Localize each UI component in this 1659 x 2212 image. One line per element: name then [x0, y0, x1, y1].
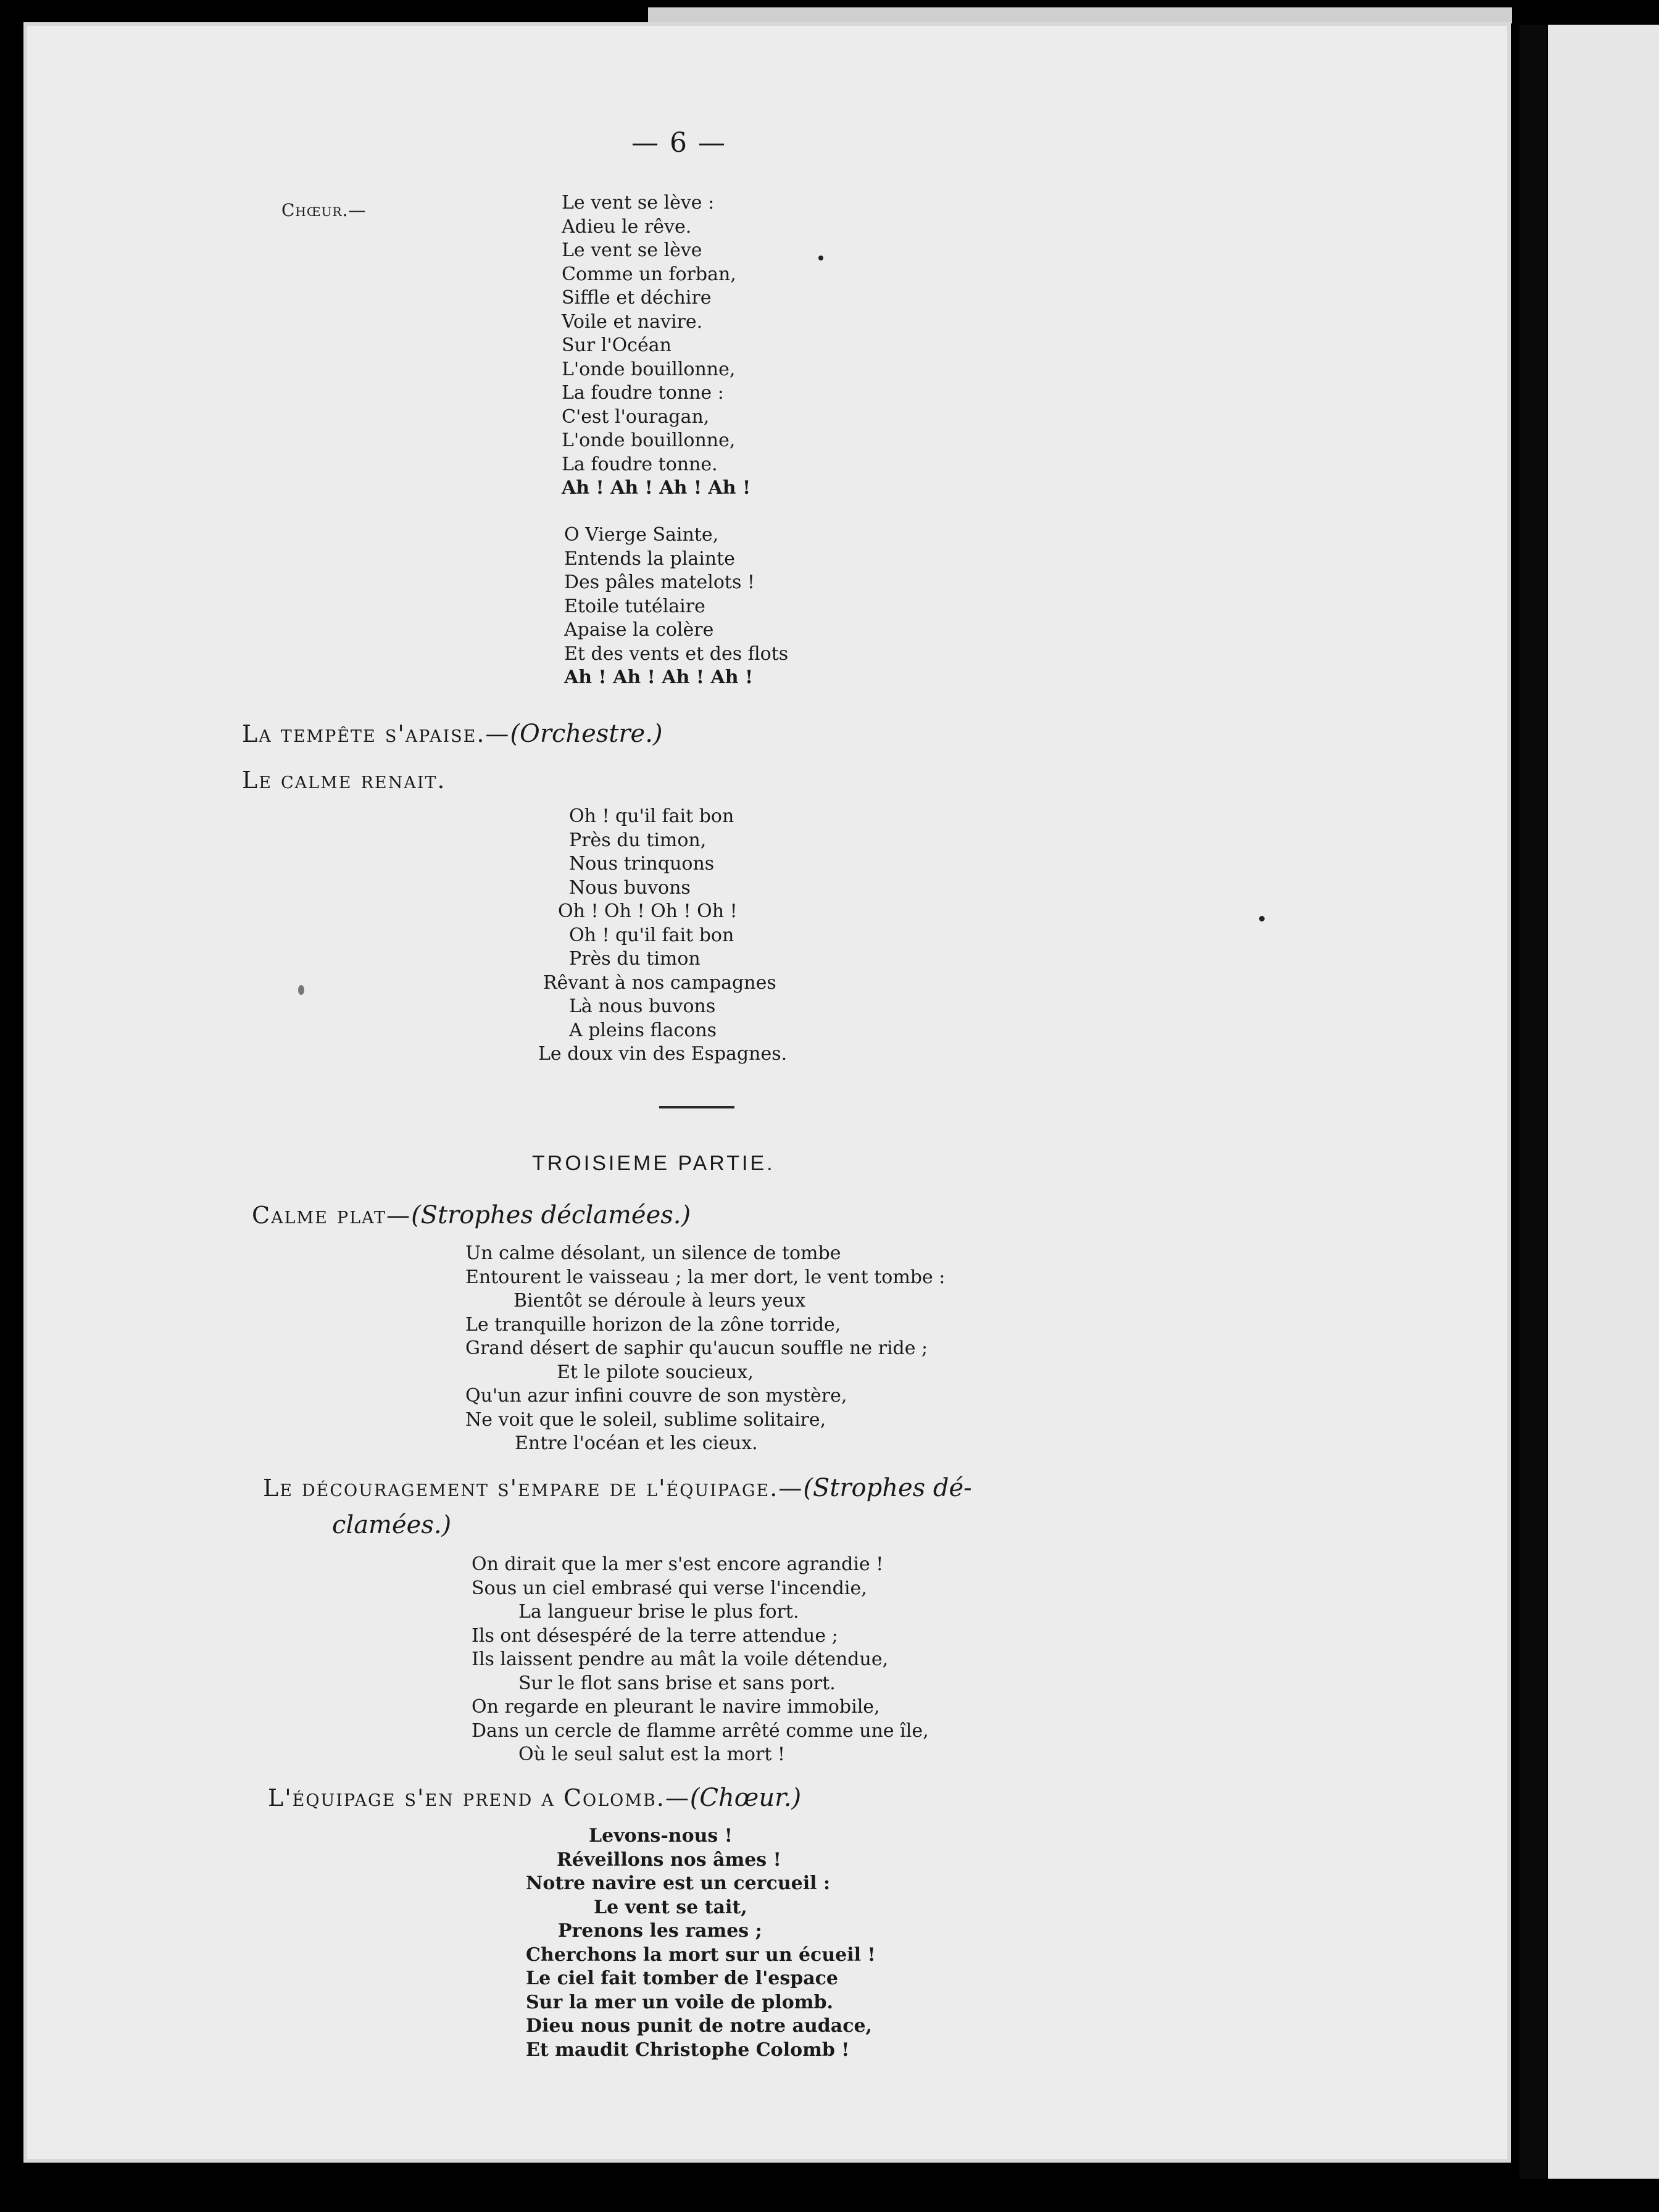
heading-calme-renait	[242, 767, 446, 794]
heading-tempete	[242, 720, 663, 748]
verse-line: Entends la plainte	[564, 547, 735, 570]
verse-line: Réveillons nos âmes !	[557, 1848, 781, 1871]
verse-line: Siffle et déchire	[562, 287, 712, 309]
verse-calme-desolant	[465, 1242, 945, 1456]
heading-title: Le découragement s'empare de l'équipage.—	[263, 1474, 804, 1502]
verse-levons-nous	[526, 1824, 876, 2062]
verse-mer-agrandie	[472, 1553, 929, 1767]
verse-line: Et des vents et des flots	[564, 642, 789, 665]
verse-line: La foudre tonne :	[562, 382, 724, 404]
verse-line: Le vent se lève :	[562, 192, 715, 214]
verse-line: Nous buvons	[569, 876, 691, 899]
verse-line: On regarde en pleurant le navire immobile,	[472, 1696, 880, 1718]
heading-note: (Orchestre.)	[510, 720, 663, 748]
verse-line: Sous un ciel embrasé qui verse l'incendie,	[472, 1577, 867, 1599]
verse-line: L'onde bouillonne,	[562, 430, 736, 451]
verse-timon	[530, 805, 787, 1066]
heading-title: Le calme renait.	[242, 767, 446, 794]
verse-chorus-storm	[562, 191, 750, 501]
verse-line: Ah ! Ah ! Ah ! Ah !	[564, 667, 754, 688]
verse-line: Notre navire est un cercueil :	[526, 1873, 831, 1894]
verse-line: Ah ! Ah ! Ah ! Ah !	[562, 477, 751, 499]
verse-line: Près du timon,	[569, 829, 707, 851]
verse-line: Le vent se tait,	[594, 1896, 747, 1918]
heading-note: (Chœur.)	[689, 1784, 802, 1812]
verse-line: La langueur brise le plus fort.	[518, 1601, 799, 1623]
verse-line: Là nous buvons	[569, 996, 716, 1017]
verse-line: Oh ! qu'il fait bon	[569, 924, 734, 946]
heading-note: (Strophes déclamées.)	[411, 1201, 691, 1229]
verse-line: L'onde bouillonne,	[562, 358, 736, 380]
scan-speck	[298, 985, 304, 995]
gutter-shadow	[1520, 25, 1547, 2179]
verse-line: Sur l'Océan	[562, 335, 672, 356]
heading-calme-plat	[252, 1201, 691, 1229]
verse-line: Rêvant à nos campagnes	[543, 971, 776, 994]
verse-line: Et maudit Christophe Colomb !	[526, 2039, 850, 2061]
scan-speck	[818, 256, 823, 260]
verse-line: Et le pilote soucieux,	[557, 1361, 754, 1383]
chorus-label: Chœur.—	[281, 200, 367, 220]
verse-line: Le tranquille horizon de la zône torride,	[465, 1313, 841, 1336]
heading-title: La tempête s'apaise.—	[242, 720, 510, 747]
verse-line: Qu'un azur infini couvre de son mystère,	[465, 1385, 847, 1407]
verse-line: A pleins flacons	[569, 1019, 717, 1041]
verse-line: O Vierge Sainte,	[564, 524, 719, 546]
heading-note: clamées.)	[332, 1511, 452, 1539]
verse-line: Des pâles matelots !	[564, 572, 755, 593]
verse-line: La foudre tonne.	[562, 453, 718, 475]
verse-line: Entourent le vaisseau ; la mer dort, le vent tombe :	[465, 1266, 946, 1288]
verse-line: Près du timon	[569, 948, 701, 970]
verse-line: Apaise la colère	[564, 619, 714, 641]
heading-equipage	[268, 1784, 801, 1812]
verse-line: On dirait que la mer s'est encore agrandie !	[472, 1553, 884, 1575]
heading-title: L'équipage s'en prend a Colomb.—	[268, 1784, 690, 1811]
facing-page-edge	[1548, 25, 1659, 2179]
verse-line: Sur la mer un voile de plomb.	[526, 1991, 833, 2013]
verse-line: Un calme désolant, un silence de tombe	[465, 1242, 841, 1264]
verse-line: Sur le flot sans brise et sans port.	[518, 1672, 836, 1694]
verse-line: Le ciel fait tomber de l'espace	[526, 1968, 839, 1989]
verse-line: Adieu le rêve.	[562, 215, 692, 238]
verse-line: Entre l'océan et les cieux.	[515, 1432, 758, 1454]
page-edge	[648, 7, 1512, 23]
verse-line: Le vent se lève	[562, 239, 702, 261]
verse-line: Grand désert de saphir qu'aucun souffle ne ride ;	[465, 1337, 928, 1359]
heading-decouragement-continued	[332, 1511, 451, 1539]
heading-title: Calme plat—	[252, 1202, 412, 1229]
verse-line: Levons-nous !	[589, 1825, 733, 1847]
verse-line: Etoile tutélaire	[564, 595, 705, 617]
section-divider	[659, 1106, 734, 1108]
page-number: — 6 —	[631, 127, 726, 159]
verse-line: Le doux vin des Espagnes.	[538, 1043, 788, 1065]
verse-line: Ils ont désespéré de la terre attendue ;	[472, 1624, 838, 1647]
verse-line: C'est l'ouragan,	[562, 405, 710, 428]
scan-speck	[1259, 916, 1265, 921]
verse-vierge-sainte	[564, 523, 788, 690]
verse-line: Ils laissent pendre au mât la voile détendue,	[472, 1649, 889, 1670]
heading-decouragement	[263, 1474, 972, 1502]
verse-line: Oh ! qu'il fait bon	[569, 805, 734, 827]
section-title: TROISIEME PARTIE.	[532, 1152, 775, 1175]
document-page	[23, 22, 1511, 2163]
verse-line: Dans un cercle de flamme arrêté comme une île,	[472, 1719, 929, 1742]
verse-line: Prenons les rames ;	[558, 1920, 762, 1942]
verse-line: Nous trinquons	[569, 853, 715, 875]
verse-line: Oh ! Oh ! Oh ! Oh !	[558, 900, 738, 922]
verse-line: Ne voit que le soleil, sublime solitaire,	[465, 1408, 826, 1431]
verse-line: Dieu nous punit de notre audace,	[526, 2015, 873, 2037]
heading-note: (Strophes dé-	[803, 1474, 972, 1502]
verse-line: Où le seul salut est la mort !	[518, 1744, 785, 1765]
verse-line: Comme un forban,	[562, 263, 736, 285]
verse-line: Bientôt se déroule à leurs yeux	[514, 1290, 805, 1312]
verse-line: Cherchons la mort sur un écueil !	[526, 1944, 876, 1966]
verse-line: Voile et navire.	[562, 310, 703, 333]
